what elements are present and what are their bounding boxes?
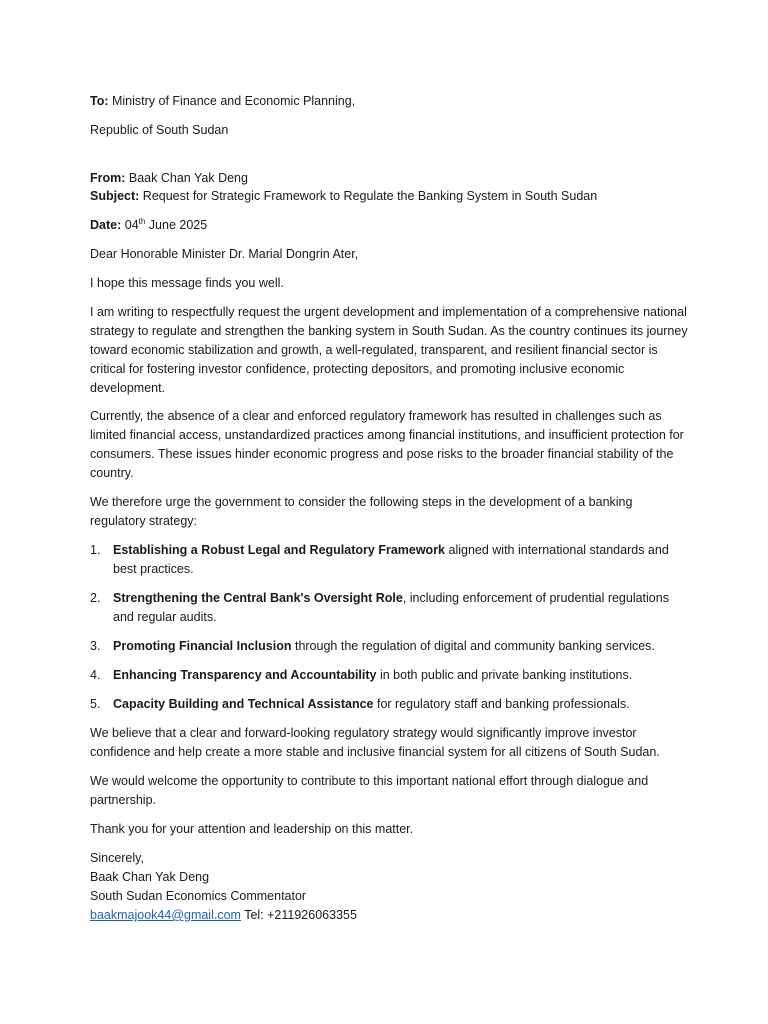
- salutation: Dear Honorable Minister Dr. Marial Dongrin Ater,: [90, 247, 359, 261]
- list-number: 1.: [90, 543, 101, 557]
- contact-line: [90, 906, 690, 925]
- list-number: 3.: [90, 639, 101, 653]
- from-line: [90, 169, 690, 188]
- to-line-2: Republic of South Sudan: [90, 123, 229, 137]
- list-item: [90, 541, 690, 579]
- list-item-bold: Establishing a Robust Legal and Regulatory Framework: [113, 543, 446, 557]
- to-value: Ministry of Finance and Economic Planning,: [108, 94, 356, 108]
- list-number: 4.: [90, 668, 101, 682]
- date-label: Date:: [90, 218, 122, 232]
- subject-value: Request for Strategic Framework to Regulate the Banking System in South Sudan: [139, 189, 598, 203]
- greeting: I hope this message finds you well.: [90, 276, 284, 290]
- email-link[interactable]: baakmajook44@gmail.com: [90, 908, 241, 922]
- date-suffix: th: [138, 216, 146, 226]
- list-item-text: , including enforcement of prudential regulations and regular audits.: [113, 591, 669, 624]
- to-label: To:: [90, 94, 109, 108]
- signature-title: South Sudan Economics Commentator: [90, 889, 307, 903]
- closing-paragraph: We believe that a clear and forward-looking regulatory strategy would significantly improve investor confidence and help create a more stable and inclusive financial system for all citizens of South Sudan.: [90, 726, 660, 759]
- list-item-text: aligned with international standards and best practices.: [113, 543, 669, 576]
- list-item-text: through the regulation of digital and community banking services.: [291, 639, 655, 653]
- date-day: 04: [121, 218, 139, 232]
- signature-closing: Sincerely,: [90, 851, 144, 865]
- list-item: [90, 666, 690, 685]
- date-rest: June 2025: [145, 218, 208, 232]
- list-item: [90, 637, 690, 656]
- list-item-text: in both public and private banking institutions.: [376, 668, 633, 682]
- list-item-bold: Enhancing Transparency and Accountability: [113, 668, 377, 682]
- body-paragraph: I am writing to respectfully request the urgent development and implementation of a comprehensive national strategy to regulate and strengthen the banking system in South Sudan. As the country continues its journey toward economic stabilization and growth, a well-regulated, transparent, and resilient financial sector is critical for fostering investor confidence, protecting depositors, and promoting inclusive economic development.: [90, 305, 688, 395]
- list-number: 2.: [90, 591, 101, 605]
- list-item-bold: Promoting Financial Inclusion: [113, 639, 292, 653]
- from-label: From:: [90, 171, 126, 185]
- closing-paragraph: We would welcome the opportunity to contribute to this important national effort through dialogue and partnership.: [90, 774, 649, 807]
- list-item: [90, 695, 690, 714]
- list-item-bold: Strengthening the Central Bank's Oversight Role: [113, 591, 403, 605]
- to-line: [90, 92, 690, 111]
- body-paragraph: We therefore urge the government to consider the following steps in the development of a banking regulatory strategy:: [90, 495, 633, 528]
- body-paragraph: Currently, the absence of a clear and enforced regulatory framework has resulted in challenges such as limited financial access, unstandardized practices among financial institutions, and insufficient protection for consumers. These issues hinder economic progress and pose risks to the broader financial stability of the country.: [90, 409, 684, 480]
- signature-block: [90, 849, 690, 925]
- phone-number: Tel: +211926063355: [240, 908, 357, 922]
- list-item-bold: Capacity Building and Technical Assistance: [113, 697, 374, 711]
- subject-label: Subject:: [90, 189, 140, 203]
- date-line: [90, 216, 690, 235]
- signature-name: Baak Chan Yak Deng: [90, 870, 210, 884]
- from-value: Baak Chan Yak Deng: [125, 171, 248, 185]
- list-item-text: for regulatory staff and banking professionals.: [373, 697, 630, 711]
- list-item: [90, 589, 690, 627]
- subject-line: [90, 187, 690, 206]
- list-number: 5.: [90, 697, 101, 711]
- closing-paragraph: Thank you for your attention and leadership on this matter.: [90, 822, 414, 836]
